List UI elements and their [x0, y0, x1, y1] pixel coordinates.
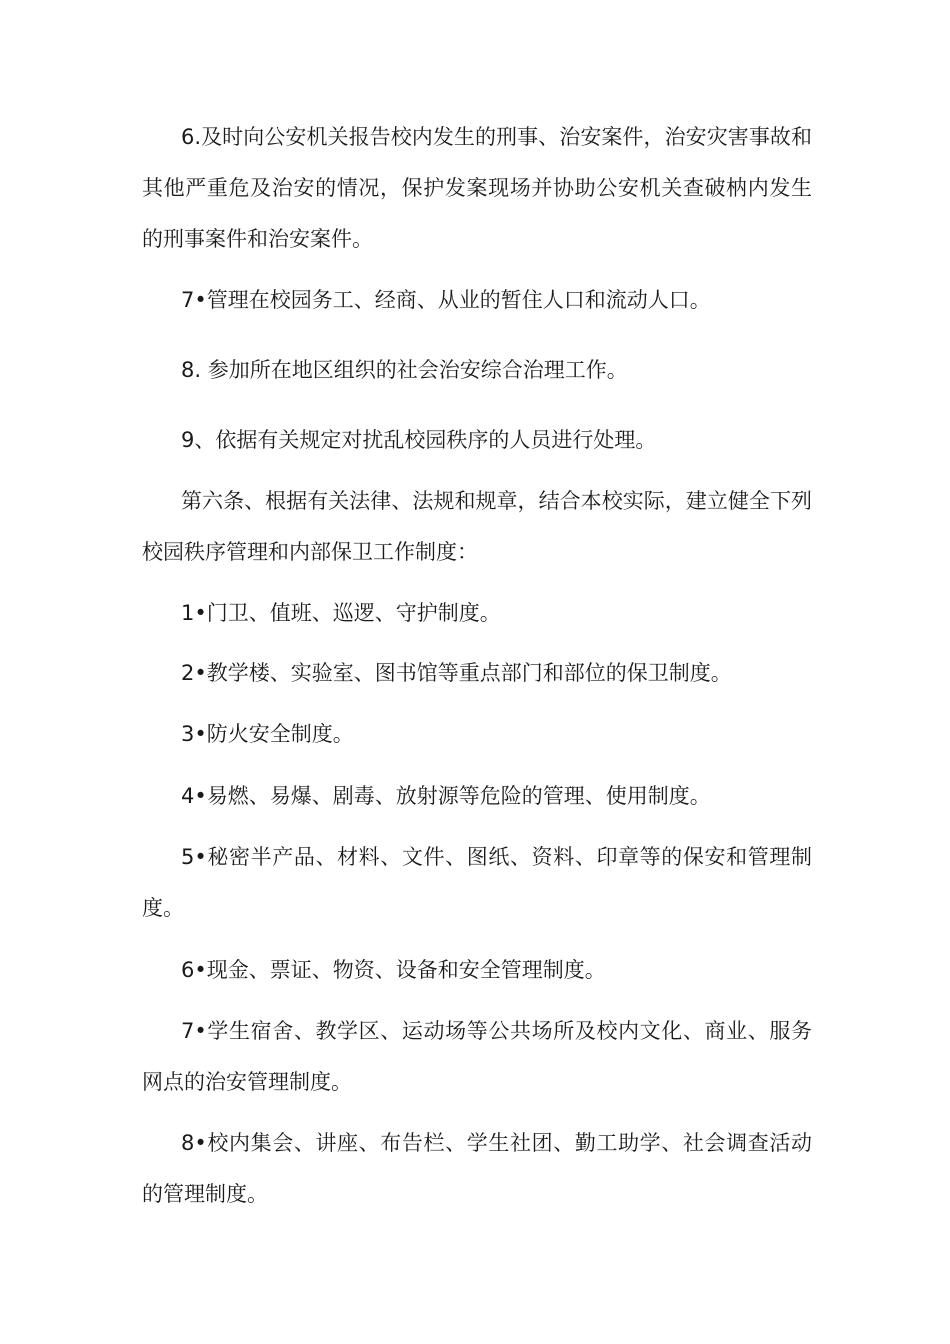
- paragraph-rule-8: 8•校内集会、讲座、布告栏、学生社团、勤工助学、社会调查活动的管理制度。: [142, 1131, 812, 1206]
- paragraph-rule-7: 7•学生宿舍、教学区、运动场等公共场所及校内文化、商业、服务网点的治安管理制度。: [142, 1019, 812, 1094]
- paragraph-rule-1: 1•门卫、值班、巡逻、守护制度。: [181, 601, 501, 625]
- paragraph-item-7: 7•管理在校园务工、经商、从业的暂住人口和流动人口。: [181, 288, 711, 312]
- paragraph-rule-6: 6•现金、票证、物资、设备和安全管理制度。: [181, 958, 606, 982]
- paragraph-rule-3: 3•防火安全制度。: [181, 722, 354, 746]
- paragraph-article-6: 第六条、根据有关法律、法规和规章，结合本校实际，建立健全下列校园秩序管理和内部保卫工作制度：: [142, 489, 812, 564]
- paragraph-item-9: 9、依据有关规定对扰乱校园秩序的人员进行处理。: [181, 428, 657, 452]
- paragraph-rule-2: 2•教学楼、实验室、图书馆等重点部门和部位的保卫制度。: [181, 661, 732, 685]
- paragraph-item-8: 8. 参加所在地区组织的社会治安综合治理工作。: [181, 358, 628, 382]
- paragraph-rule-4: 4•易燃、易爆、剧毒、放射源等危险的管理、使用制度。: [181, 784, 711, 808]
- paragraph-rule-5: 5•秘密半产品、材料、文件、图纸、资料、印章等的保安和管理制度。: [142, 845, 812, 920]
- paragraph-item-6: 6.及时向公安机关报告校内发生的刑事、治安案件，治安灾害事故和其他严重危及治安的情况，保护发案现场并协助公安机关查破枘内发生的刑事案件和治安案件。: [142, 125, 812, 251]
